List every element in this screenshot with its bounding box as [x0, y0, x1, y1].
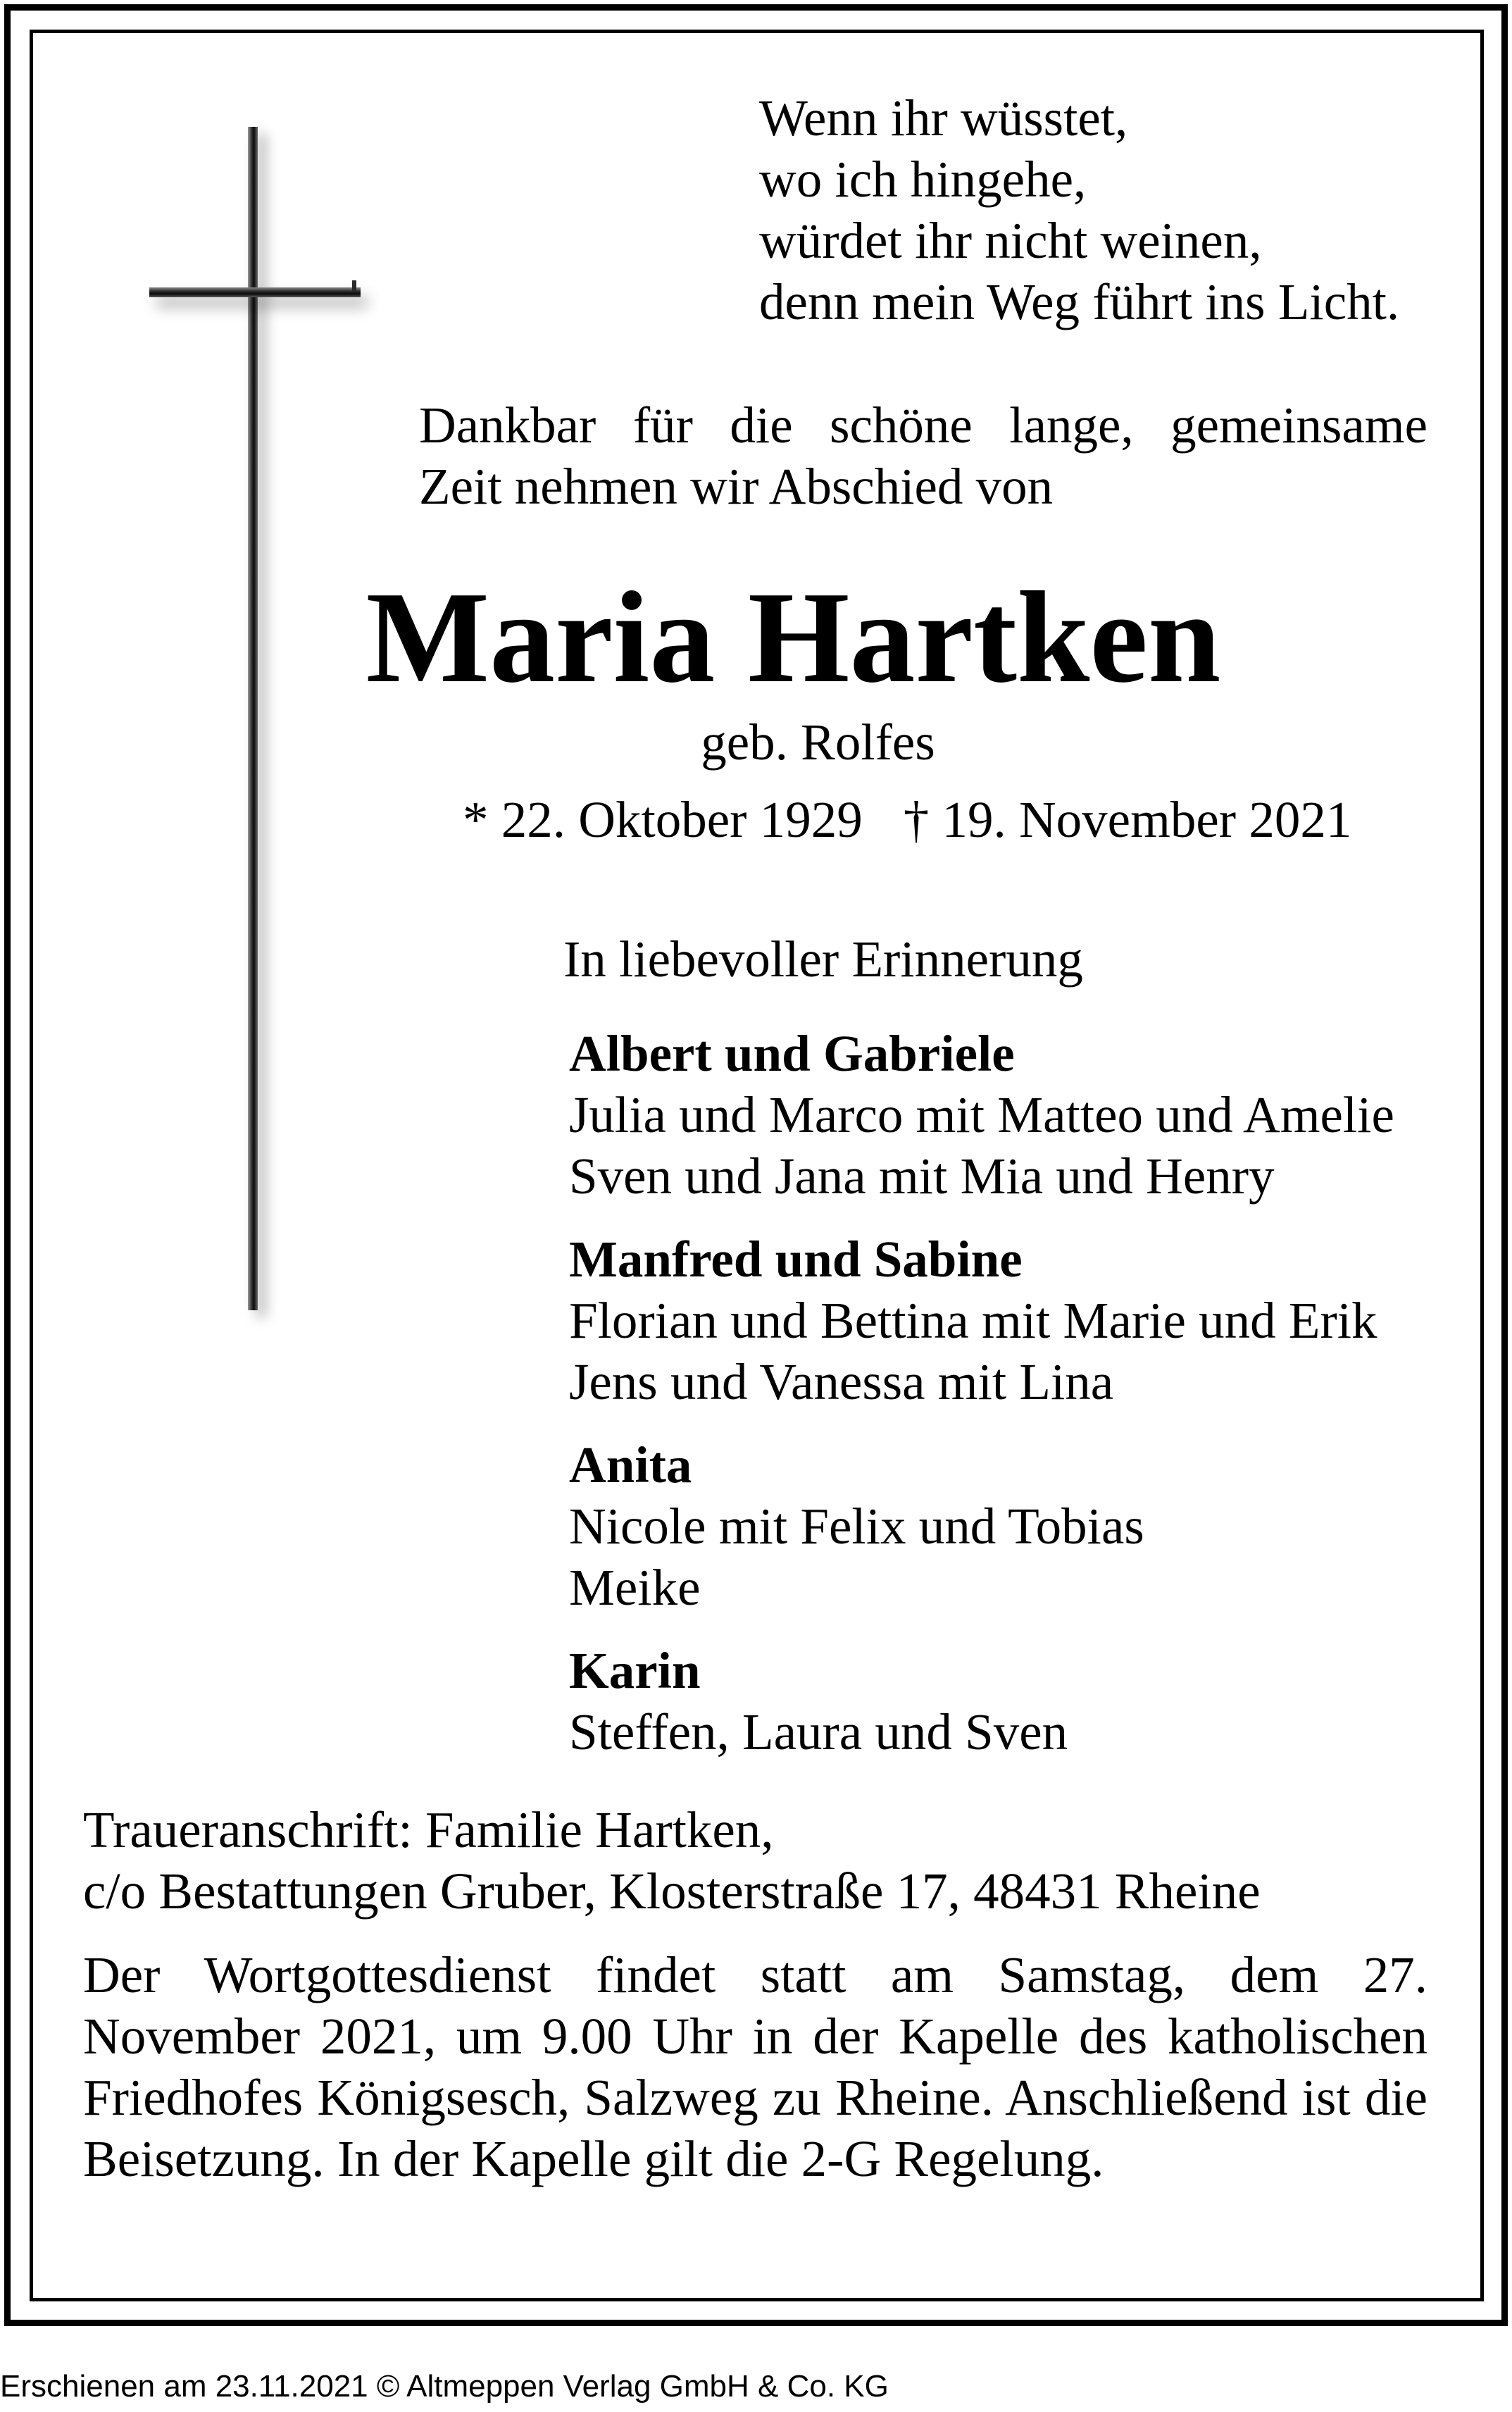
mourning-address [83, 1799, 1261, 1922]
family-member-line: Florian und Bettina mit Marie und Erik [569, 1292, 1377, 1349]
family-group [569, 1434, 1144, 1618]
birth-name: geb. Rolfes [701, 714, 935, 771]
address-line-2: c/o Bestattungen Gruber, Klosterstraße 17, 48431 Rheine [83, 1863, 1261, 1920]
family-group [569, 1640, 1068, 1763]
family-member-line: Steffen, Laura und Sven [569, 1703, 1068, 1760]
quote-line: wo ich hingehe, [759, 151, 1087, 208]
service-notice: Der Wortgottesdienst findet statt am Samstag, dem 27. November 2021, um 9.00 Uhr in der Kapelle des katholischen Friedhofes Königsesch, Salzweg zu Rheine. Anschließend ist die Beisetzung. In der Kapelle gilt die 2-G Regelung. [83, 1946, 1427, 2187]
family-head: Albert und Gabriele [569, 1025, 1015, 1082]
family-head: Karin [569, 1642, 701, 1699]
intro-line-2: Zeit nehmen wir Abschied von [419, 458, 1054, 515]
publication-footer: Erschienen am 23.11.2021 © Altmeppen Verlag GmbH & Co. KG [0, 2369, 889, 2404]
family-member-line: Nicole mit Felix und Tobias [569, 1498, 1144, 1555]
birth-date: * 22. Oktober 1929 [463, 791, 863, 848]
family-head: Anita [569, 1436, 692, 1493]
family-member-line: Meike [569, 1559, 701, 1616]
family-group [569, 1229, 1377, 1412]
death-date: † 19. November 2021 [903, 791, 1352, 848]
quote-line: Wenn ihr wüsstet, [759, 89, 1128, 147]
intro-text [419, 394, 1427, 517]
address-line-1: Traueranschrift: Familie Hartken, [83, 1801, 774, 1858]
family-group [569, 1023, 1394, 1207]
family-member-line: Julia und Marco mit Matteo und Amelie [569, 1086, 1394, 1143]
life-dates [463, 789, 1351, 850]
memory-line: In liebevoller Erinnerung [563, 931, 1083, 988]
family-member-line: Sven und Jana mit Mia und Henry [569, 1148, 1275, 1205]
cross-horizontal-beam [149, 287, 361, 297]
quote-line: denn mein Weg führt ins Licht. [759, 273, 1400, 330]
cross-beam-end [352, 280, 356, 292]
family-member-line: Jens und Vanessa mit Lina [569, 1353, 1114, 1410]
deceased-name: Maria Hartken [365, 565, 1221, 710]
quote-line: würdet ihr nicht weinen, [759, 212, 1262, 269]
intro-line-1: Dankbar für die schöne lange, gemeinsame [419, 397, 1427, 454]
quote-verse [759, 87, 1399, 332]
family-head: Manfred und Sabine [569, 1231, 1023, 1288]
